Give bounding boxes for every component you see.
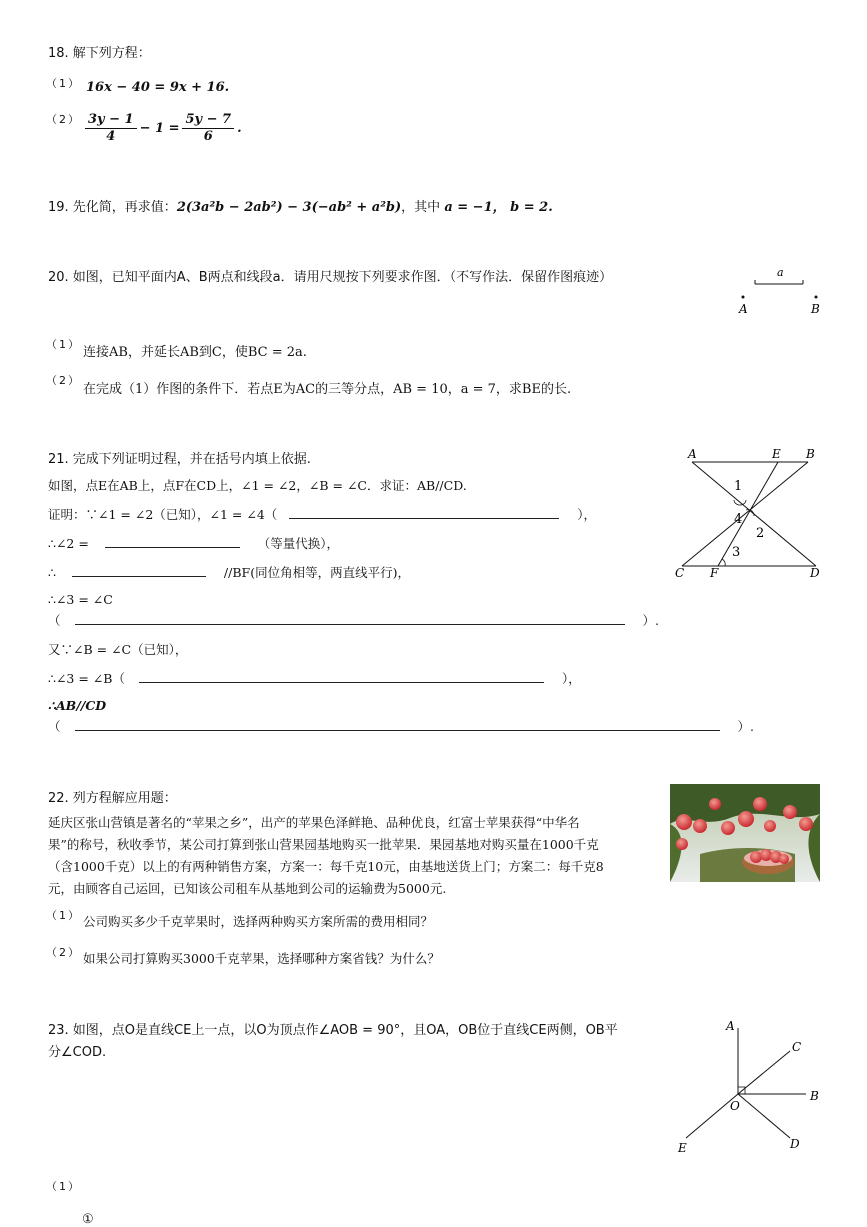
frac1-denominator: 4 <box>106 129 116 144</box>
blank-5[interactable] <box>139 669 544 683</box>
q22-body-line2: 果”的称号，秋收季节，某公司打算到张山营果园基地购买一批苹果．果园基地对购买量在1000千克 <box>48 837 599 852</box>
fig-label-D: D <box>790 1137 800 1151</box>
frac1-numerator: 3y − 1 <box>85 112 137 129</box>
blank-3[interactable] <box>72 563 206 577</box>
q22-body-line3: （含1000千克）以上的有两种销售方案，方案一：每千克10元，由基地送货上门；方案二：每千克8 <box>48 859 604 874</box>
q22-part2-text: 如果公司打算购买3000千克苹果，选择哪种方案省钱？为什么？ <box>83 951 440 966</box>
fig-label-E: E <box>678 1141 687 1155</box>
q21-title: 21. 完成下列证明过程，并在括号内填上依据. <box>48 452 311 467</box>
q22-title: 22. 列方程解应用题： <box>48 791 177 806</box>
q22-part1-text: 公司购买多少千克苹果时，选择两种购买方案所需的费用相同？ <box>83 914 434 929</box>
fig-angle-4: 4 <box>734 512 743 527</box>
q21-line7-end: ）， <box>561 671 581 686</box>
fig-angle-1: 1 <box>734 479 743 494</box>
q19-prefix: 19. 先化简，再求值： <box>48 200 177 215</box>
fig-label-a: a <box>777 266 784 279</box>
q19-expression: 2(3a²b − 2ab²) − 3(−ab² + a²b) <box>176 200 402 215</box>
q21-line2-end: （等量代换）， <box>257 536 340 551</box>
q23-figure <box>670 1014 830 1162</box>
q20-part1-label: （1） <box>46 338 81 351</box>
q21-line9-open: （ <box>48 719 61 734</box>
fig-label-C: C <box>792 1040 802 1054</box>
q21-line2 <box>48 534 339 552</box>
q21-line4: ∴∠3 = ∠C <box>48 592 113 607</box>
q21-line3-text: ∴ <box>48 565 56 580</box>
q18-title: 18. 解下列方程： <box>48 46 151 61</box>
q21-line5-open: （ <box>48 613 61 628</box>
q21-line1 <box>48 505 596 523</box>
q21-line5-end: ）. <box>642 613 659 628</box>
q18-part1-equation: 16x − 40 = 9x + 16. <box>86 80 230 95</box>
blank-6[interactable] <box>75 717 720 731</box>
q18-part1-label: （1） <box>46 77 81 90</box>
q19-condition-text: ，其中 <box>401 200 441 215</box>
q22-body-line4: 元，由顾客自己运回，已知该公司租车从基地到公司的运输费为5000元. <box>48 881 447 896</box>
frac2-numerator: 5y − 7 <box>182 112 234 129</box>
q21-line5 <box>48 611 659 629</box>
equation-end: . <box>237 121 242 136</box>
fig-label-C: C <box>675 566 685 580</box>
fig-angle-2: 2 <box>756 526 765 541</box>
q21-line1-text: 证明：∵∠1 = ∠2（已知），∠1 = ∠4（ <box>48 507 278 522</box>
q22-part2-label: （2） <box>46 946 81 959</box>
q19-condition: a = −1， b = 2. <box>444 200 553 215</box>
apple-orchard-image <box>670 784 820 882</box>
q20-part2-text: 在完成（1）作图的条件下．若点E为AC的三等分点，AB = 10，a = 7，求BE的长. <box>83 382 572 397</box>
fig-label-B: B <box>806 447 815 461</box>
point-B <box>815 296 818 299</box>
q23-line1: 23. 如图，点O是直线CE上一点，以O为顶点作∠AOB = 90°，且OA，OB位于直线CE两侧，OB平 <box>48 1023 618 1038</box>
fig-label-E: E <box>772 447 781 461</box>
fig-label-A: A <box>726 1019 735 1033</box>
frac2-denominator: 6 <box>203 129 213 144</box>
q20-title: 20. 如图，已知平面内A、B两点和线段a．请用尺规按下列要求作图．（不写作法．保留作图痕迹） <box>48 270 613 285</box>
q20-part1-text: 连接AB，并延长AB到C，使BC = 2a. <box>83 345 307 360</box>
q21-line1-end: ）， <box>577 507 597 522</box>
point-A <box>742 296 745 299</box>
q23-subpart-1: ① <box>82 1212 94 1227</box>
blank-1[interactable] <box>289 505 559 519</box>
fig-label-D: D <box>810 566 820 580</box>
fig-label-A: A <box>688 447 697 461</box>
q20-figure <box>730 262 830 322</box>
fig-label-A: A <box>739 302 748 316</box>
q22-body-line1: 延庆区张山营镇是著名的“苹果之乡”，出产的苹果色泽鲜艳、品种优良，红富士苹果获得“中华名 <box>48 815 580 830</box>
fig-label-B: B <box>811 302 820 316</box>
fig-label-F: F <box>710 566 719 580</box>
blank-2[interactable] <box>105 534 240 548</box>
q22-body <box>48 812 648 900</box>
blank-4[interactable] <box>75 611 625 625</box>
q21-line7 <box>48 669 581 687</box>
q21-line3 <box>48 563 410 581</box>
q21-given: 如图，点E在AB上，点F在CD上，∠1 = ∠2，∠B = ∠C．求证：AB//CD. <box>48 478 467 493</box>
fig-angle-3: 3 <box>732 545 741 560</box>
fig-label-O: O <box>730 1099 740 1113</box>
q21-line9-end: ）. <box>737 719 754 734</box>
q20-part2-label: （2） <box>46 374 81 387</box>
fig-label-B: B <box>810 1089 819 1103</box>
q21-line7-text: ∴∠3 = ∠B（ <box>48 671 125 686</box>
q21-line2-text: ∴∠2 = <box>48 536 89 551</box>
q18-part2-equation <box>82 112 242 145</box>
q23-part1-label: （1） <box>46 1180 81 1193</box>
q23-line2: 分∠COD. <box>48 1045 107 1060</box>
q19-line <box>48 196 553 215</box>
q22-part1-label: （1） <box>46 909 81 922</box>
q21-line3-end: //BF(同位角相等，两直线平行)， <box>223 565 410 580</box>
equation-middle: − 1 = <box>139 121 180 136</box>
q21-line9 <box>48 717 754 735</box>
q21-line8: ∴AB//CD <box>48 698 107 713</box>
q18-part2-label: （2） <box>46 113 81 126</box>
q21-line6: 又∵∠B = ∠C（已知）， <box>48 642 188 657</box>
q21-figure <box>670 444 830 584</box>
